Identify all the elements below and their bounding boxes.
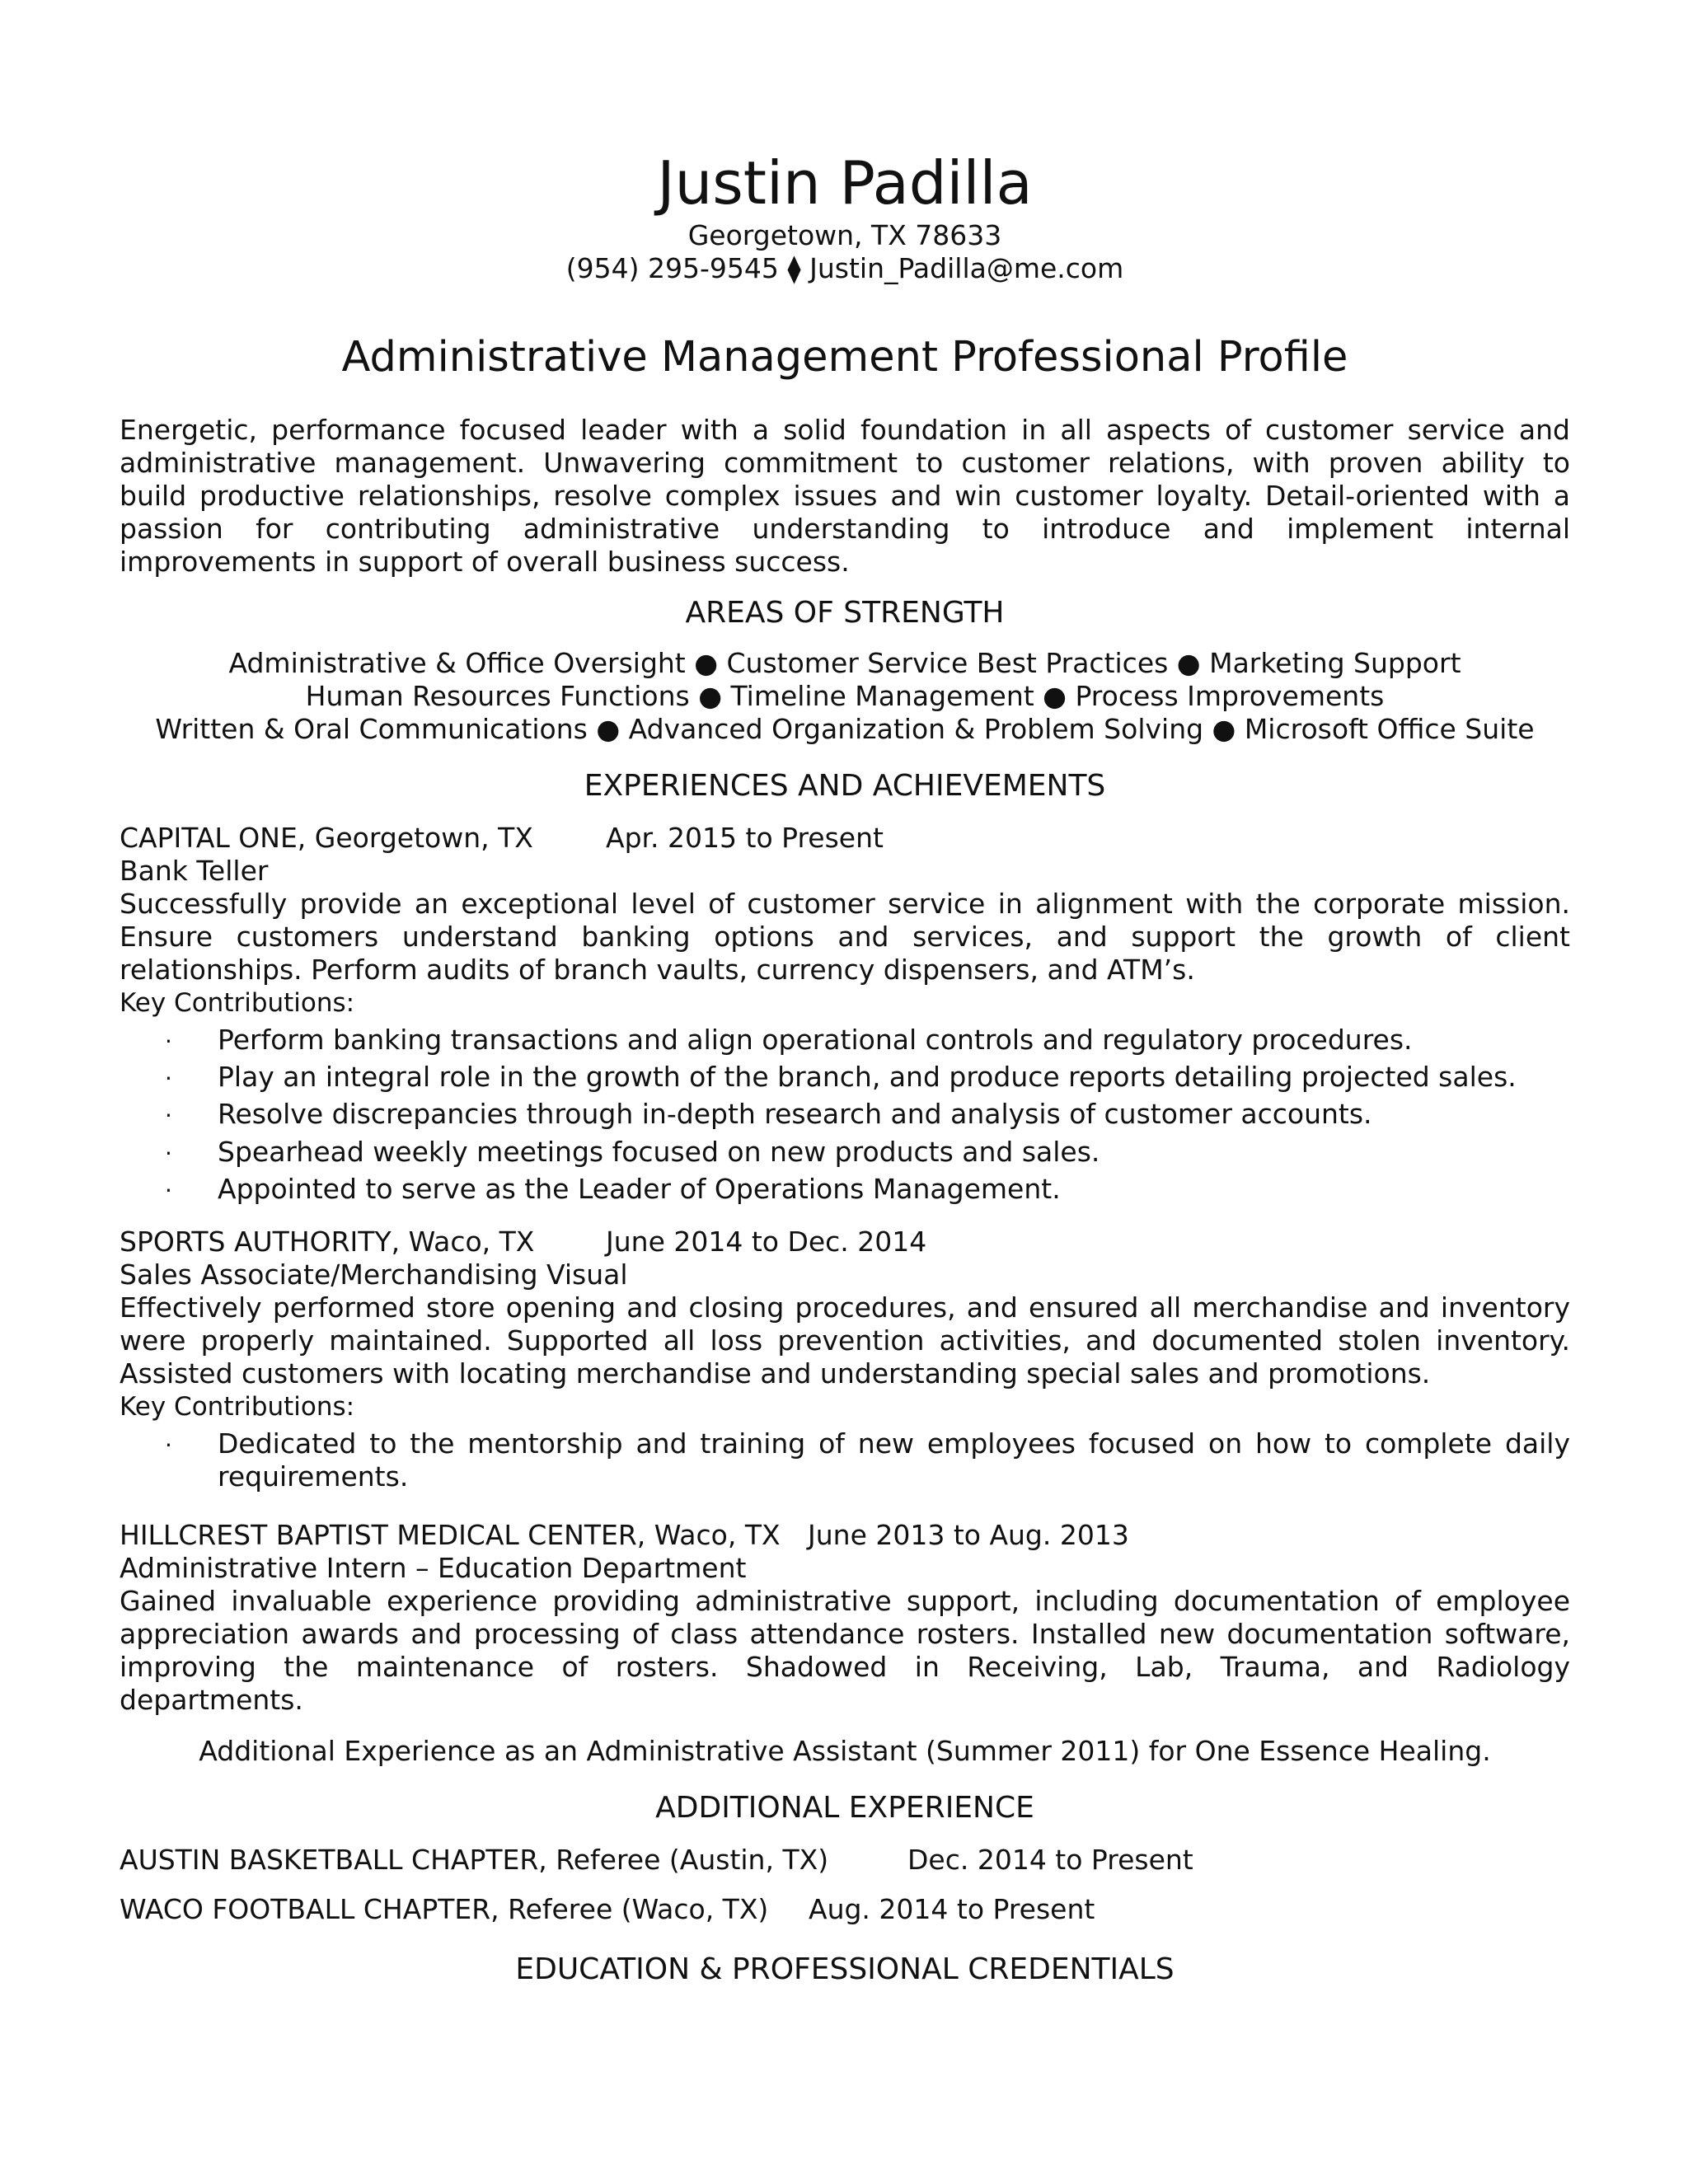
key-contributions-label: Key Contributions:	[120, 988, 355, 1018]
list-item-text: Resolve discrepancies through in-depth research and analysis of customer accounts.	[218, 1098, 1372, 1130]
job-description-line: departments.	[120, 1684, 303, 1716]
bullet-icon: ·	[165, 1177, 172, 1204]
list-item	[165, 1136, 1100, 1170]
experience-heading: EXPERIENCES AND ACHIEVEMENTS	[584, 769, 1106, 803]
job-title: Bank Teller	[120, 855, 269, 887]
list-item-text: Appointed to serve as the Leader of Operations Management.	[218, 1173, 1061, 1205]
list-item	[165, 1024, 1413, 1058]
list-item-text: Spearhead weekly meetings focused on new products and sales.	[218, 1136, 1100, 1168]
list-item	[165, 1173, 1061, 1207]
list-item-text: Play an integral role in the growth of the branch, and produce reports detailing projected sales.	[218, 1061, 1517, 1093]
job-description-line: improving the maintenance of rosters. Shadowed in Receiving, Lab, Trauma, and Radiology	[120, 1651, 1570, 1683]
bullet-icon: ·	[165, 1140, 172, 1167]
list-item	[165, 1427, 218, 1462]
additional-experience-note: Additional Experience as an Administrative Assistant (Summer 2011) for One Essence Healing.	[199, 1735, 1491, 1767]
job-description-line: relationships. Perform audits of branch vaults, currency dispensers, and ATM’s.	[120, 954, 1195, 986]
job-title: Administrative Intern – Education Department	[120, 1552, 747, 1584]
job-employer: CAPITAL ONE, Georgetown, TX	[120, 822, 533, 854]
profile-line: administrative management. Unwavering commitment to customer relations, with proven ability to	[120, 447, 1570, 479]
bullet-icon: ·	[165, 1065, 172, 1092]
job-description-line: Successfully provide an exceptional level of customer service in alignment with the corporate mission.	[120, 888, 1570, 920]
strengths-line: Administrative & Office Oversight ● Customer Service Best Practices ● Marketing Support	[228, 647, 1461, 679]
list-item-text: Dedicated to the mentorship and training of new employees focused on how to complete daily	[218, 1427, 1570, 1460]
strengths-line: Written & Oral Communications ● Advanced Organization & Problem Solving ● Microsoft Office Suite	[155, 713, 1535, 745]
profile-title: Administrative Management Professional Profile	[341, 333, 1348, 382]
bullet-icon: ·	[165, 1432, 172, 1459]
job-employer: SPORTS AUTHORITY, Waco, TX	[120, 1226, 535, 1258]
job-dates: Apr. 2015 to Present	[606, 822, 884, 854]
education-heading: EDUCATION & PROFESSIONAL CREDENTIALS	[515, 1952, 1175, 1986]
strengths-heading: AREAS OF STRENGTH	[685, 596, 1005, 630]
job-description-line: Effectively performed store opening and closing procedures, and ensured all merchandise and inventory	[120, 1291, 1570, 1324]
additional-org: WACO FOOTBALL CHAPTER, Referee (Waco, TX)	[120, 1893, 769, 1925]
job-description-line: Ensure customers understand banking options and services, and support the growth of client	[120, 921, 1570, 953]
profile-line: Energetic, performance focused leader with a solid foundation in all aspects of customer service and	[120, 414, 1570, 446]
phone: (954) 295-9545	[565, 252, 779, 284]
bullet-icon: ·	[165, 1102, 172, 1129]
strengths-line: Human Resources Functions ● Timeline Management ● Process Improvements	[305, 680, 1385, 712]
candidate-name: Justin Padilla	[657, 148, 1033, 218]
email: Justin_Padilla@me.com	[809, 252, 1124, 284]
list-item	[165, 1098, 1372, 1132]
job-employer: HILLCREST BAPTIST MEDICAL CENTER, Waco, TX	[120, 1519, 781, 1551]
additional-dates: Dec. 2014 to Present	[907, 1844, 1193, 1876]
contact-line	[120, 252, 1570, 285]
list-item-text: requirements.	[218, 1460, 409, 1493]
job-description-line: Assisted customers with locating merchandise and understanding special sales and promotions.	[120, 1357, 1431, 1390]
profile-line: build productive relationships, resolve complex issues and win customer loyalty. Detail-oriented with a	[120, 480, 1570, 512]
job-title: Sales Associate/Merchandising Visual	[120, 1258, 628, 1291]
bullet-icon: ·	[165, 1028, 172, 1055]
additional-heading: ADDITIONAL EXPERIENCE	[655, 1791, 1034, 1825]
additional-org: AUSTIN BASKETBALL CHAPTER, Referee (Austin, TX)	[120, 1844, 829, 1876]
profile-line: passion for contributing administrative understanding to introduce and implement internal	[120, 513, 1570, 545]
diamond-separator-icon: ⧫	[787, 252, 801, 284]
list-item	[165, 1061, 1517, 1095]
profile-line: improvements in support of overall business success.	[120, 546, 850, 578]
job-description-line: were properly maintained. Supported all loss prevention activities, and documented stolen inventory.	[120, 1324, 1570, 1357]
list-item-text: Perform banking transactions and align operational controls and regulatory procedures.	[218, 1024, 1413, 1056]
address: Georgetown, TX 78633	[687, 219, 1002, 251]
job-dates: June 2013 to Aug. 2013	[808, 1519, 1129, 1551]
job-description-line: appreciation awards and processing of class attendance rosters. Installed new documentation software,	[120, 1618, 1570, 1650]
additional-dates: Aug. 2014 to Present	[809, 1893, 1095, 1925]
job-dates: June 2014 to Dec. 2014	[606, 1226, 927, 1258]
key-contributions-label: Key Contributions:	[120, 1392, 355, 1422]
job-description-line: Gained invaluable experience providing administrative support, including documentation of employee	[120, 1585, 1570, 1617]
